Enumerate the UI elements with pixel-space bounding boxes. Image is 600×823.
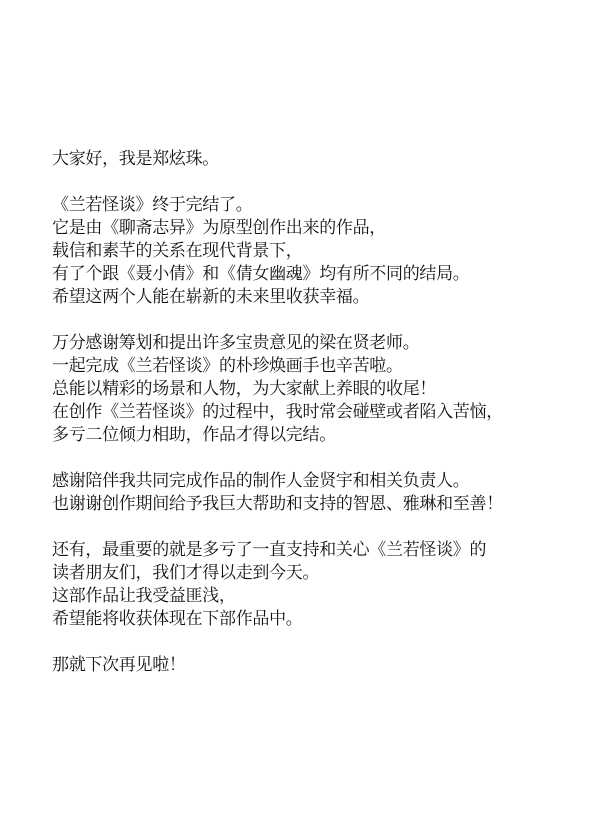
text-line: 在创作《兰若怪谈》的过程中，我时常会碰壁或者陷入苦恼， [52,402,503,422]
text-line: 也谢谢创作期间给予我巨大帮助和支持的智恩、雅琳和至善！ [52,494,503,514]
text-line: 它是由《聊斋志异》为原型创作出来的作品， [52,218,386,238]
completion-paragraph [52,194,582,309]
text-line: 希望这两个人能在崭新的未来里收获幸福。 [52,287,370,307]
text-line: 载信和素芊的关系在现代背景下， [52,241,303,261]
text-line: 多亏二位倾力相助，作品才得以完结。 [52,425,336,445]
text-line: 还有，最重要的就是多亏了一直支持和关心《兰若怪谈》的 [52,540,487,560]
afterword-letter [52,148,582,677]
greeting-line: 大家好，我是郑炫珠。 [52,149,219,169]
text-line: 总能以精彩的场景和人物，为大家献上养眼的收尾！ [52,379,437,399]
thanks-staff-paragraph [52,470,582,516]
closing-paragraph [52,654,582,677]
text-line: 感谢陪伴我共同完成作品的制作人金贤宇和相关负责人。 [52,471,470,491]
thanks-collaborators-paragraph [52,332,582,447]
greeting-paragraph [52,148,582,171]
text-line: 一起完成《兰若怪谈》的朴珍焕画手也辛苦啦。 [52,356,403,376]
text-line: 这部作品让我受益匪浅， [52,586,236,606]
text-line: 希望能将收获体现在下部作品中。 [52,609,303,629]
text-line: 万分感谢筹划和提出许多宝贵意见的梁在贤老师。 [52,333,420,353]
text-line: 读者朋友们，我们才得以走到今天。 [52,563,320,583]
text-line: 《兰若怪谈》终于完结了。 [52,195,253,215]
text-line: 有了个跟《聂小倩》和《倩女幽魂》均有所不同的结局。 [52,264,470,284]
thanks-readers-paragraph [52,539,582,631]
closing-line: 那就下次再见啦！ [52,655,186,675]
